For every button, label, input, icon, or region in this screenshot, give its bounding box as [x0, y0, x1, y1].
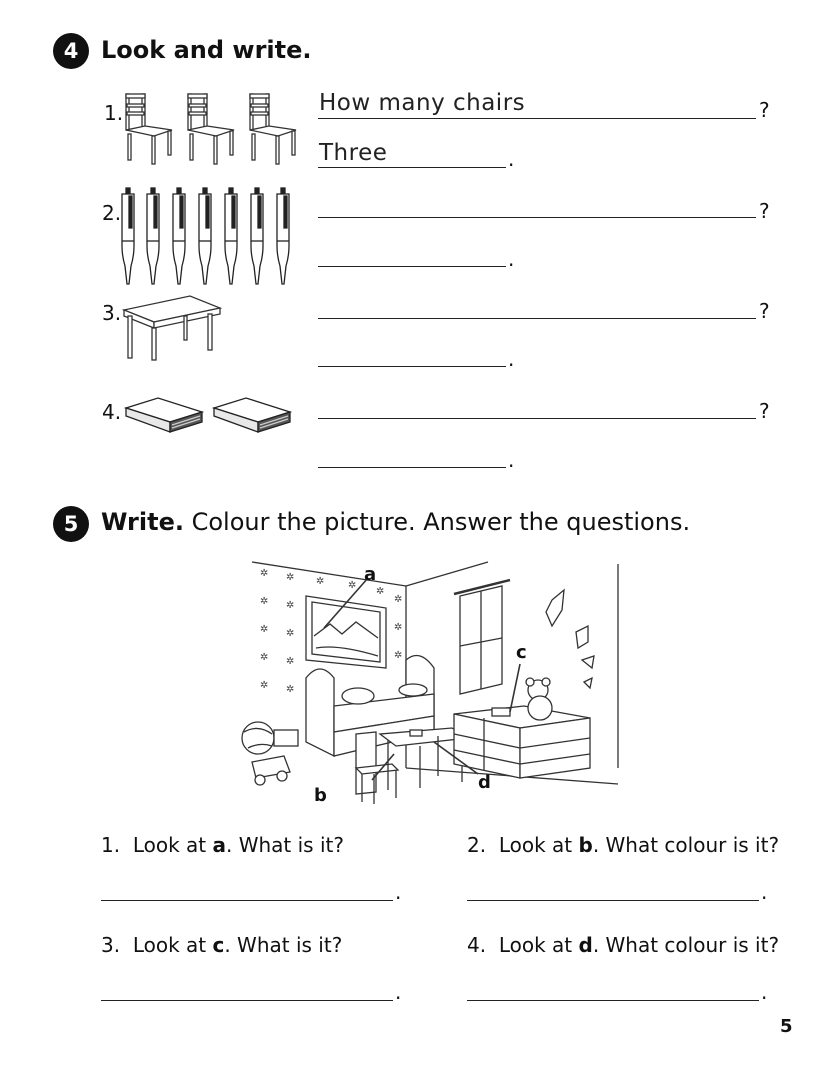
svg-text:✲: ✲ — [348, 580, 357, 591]
question-1-answer-line[interactable] — [101, 900, 393, 901]
svg-text:✲: ✲ — [394, 594, 403, 605]
table-icon — [122, 294, 222, 362]
item-2-question-mark: ? — [759, 199, 770, 223]
svg-text:✲: ✲ — [316, 576, 325, 587]
question-2: 2. Look at b. What colour is it? — [467, 833, 780, 857]
svg-text:✲: ✲ — [260, 624, 269, 635]
item-3-question-mark: ? — [759, 299, 770, 323]
label-b: b — [314, 785, 327, 806]
item-1-answer-text: Three — [319, 140, 388, 166]
question-1: 1. Look at a. What is it? — [101, 833, 344, 857]
svg-text:✲: ✲ — [260, 596, 269, 607]
item-2-period: . — [508, 247, 515, 271]
svg-text:✲: ✲ — [260, 652, 269, 663]
item-4-number: 4. — [102, 400, 122, 424]
question-4-answer-line[interactable] — [467, 1000, 759, 1001]
item-1-answer-line[interactable] — [318, 167, 506, 168]
svg-text:✲: ✲ — [286, 628, 295, 639]
item-1-question-line[interactable] — [318, 118, 756, 119]
pen-icon — [120, 186, 300, 290]
question-4-period: . — [761, 980, 768, 1004]
item-4-period: . — [508, 448, 515, 472]
item-4-question-mark: ? — [759, 399, 770, 423]
section-4-badge: 4 — [53, 33, 89, 69]
svg-text:✲: ✲ — [286, 656, 295, 667]
item-1-number: 1. — [104, 101, 124, 125]
page-number: 5 — [780, 1016, 793, 1037]
item-3-period: . — [508, 347, 515, 371]
svg-text:✲: ✲ — [394, 622, 403, 633]
svg-text:✲: ✲ — [286, 572, 295, 583]
item-1-question-mark: ? — [759, 98, 770, 122]
item-1-question-text: How many chairs — [319, 90, 526, 116]
item-1-period: . — [508, 147, 515, 171]
question-1-period: . — [395, 880, 402, 904]
item-4-answer-line[interactable] — [318, 467, 506, 468]
item-4-question-line[interactable] — [318, 418, 756, 419]
question-3-period: . — [395, 980, 402, 1004]
question-4: 4. Look at d. What colour is it? — [467, 933, 780, 957]
svg-text:✲: ✲ — [260, 568, 269, 579]
chair-icon — [122, 90, 302, 166]
question-2-answer-line[interactable] — [467, 900, 759, 901]
bedroom-picture — [238, 556, 623, 806]
svg-text:✲: ✲ — [286, 684, 295, 695]
section-4-title: Look and write. — [101, 36, 312, 64]
svg-text:✲: ✲ — [260, 680, 269, 691]
item-2-question-line[interactable] — [318, 217, 756, 218]
question-3: 3. Look at c. What is it? — [101, 933, 343, 957]
item-2-number: 2. — [102, 201, 122, 225]
label-d: d — [478, 772, 491, 793]
book-icon — [122, 394, 297, 436]
question-2-period: . — [761, 880, 768, 904]
item-3-answer-line[interactable] — [318, 366, 506, 367]
section-5-title: Write. Colour the picture. Answer the questions. — [101, 508, 691, 536]
svg-text:✲: ✲ — [376, 586, 385, 597]
label-c: c — [516, 642, 527, 663]
section-5-badge: 5 — [53, 506, 89, 542]
svg-text:✲: ✲ — [394, 650, 403, 661]
question-3-answer-line[interactable] — [101, 1000, 393, 1001]
svg-text:✲: ✲ — [286, 600, 295, 611]
item-2-answer-line[interactable] — [318, 266, 506, 267]
item-3-question-line[interactable] — [318, 318, 756, 319]
label-a: a — [364, 564, 377, 585]
item-3-number: 3. — [102, 301, 122, 325]
